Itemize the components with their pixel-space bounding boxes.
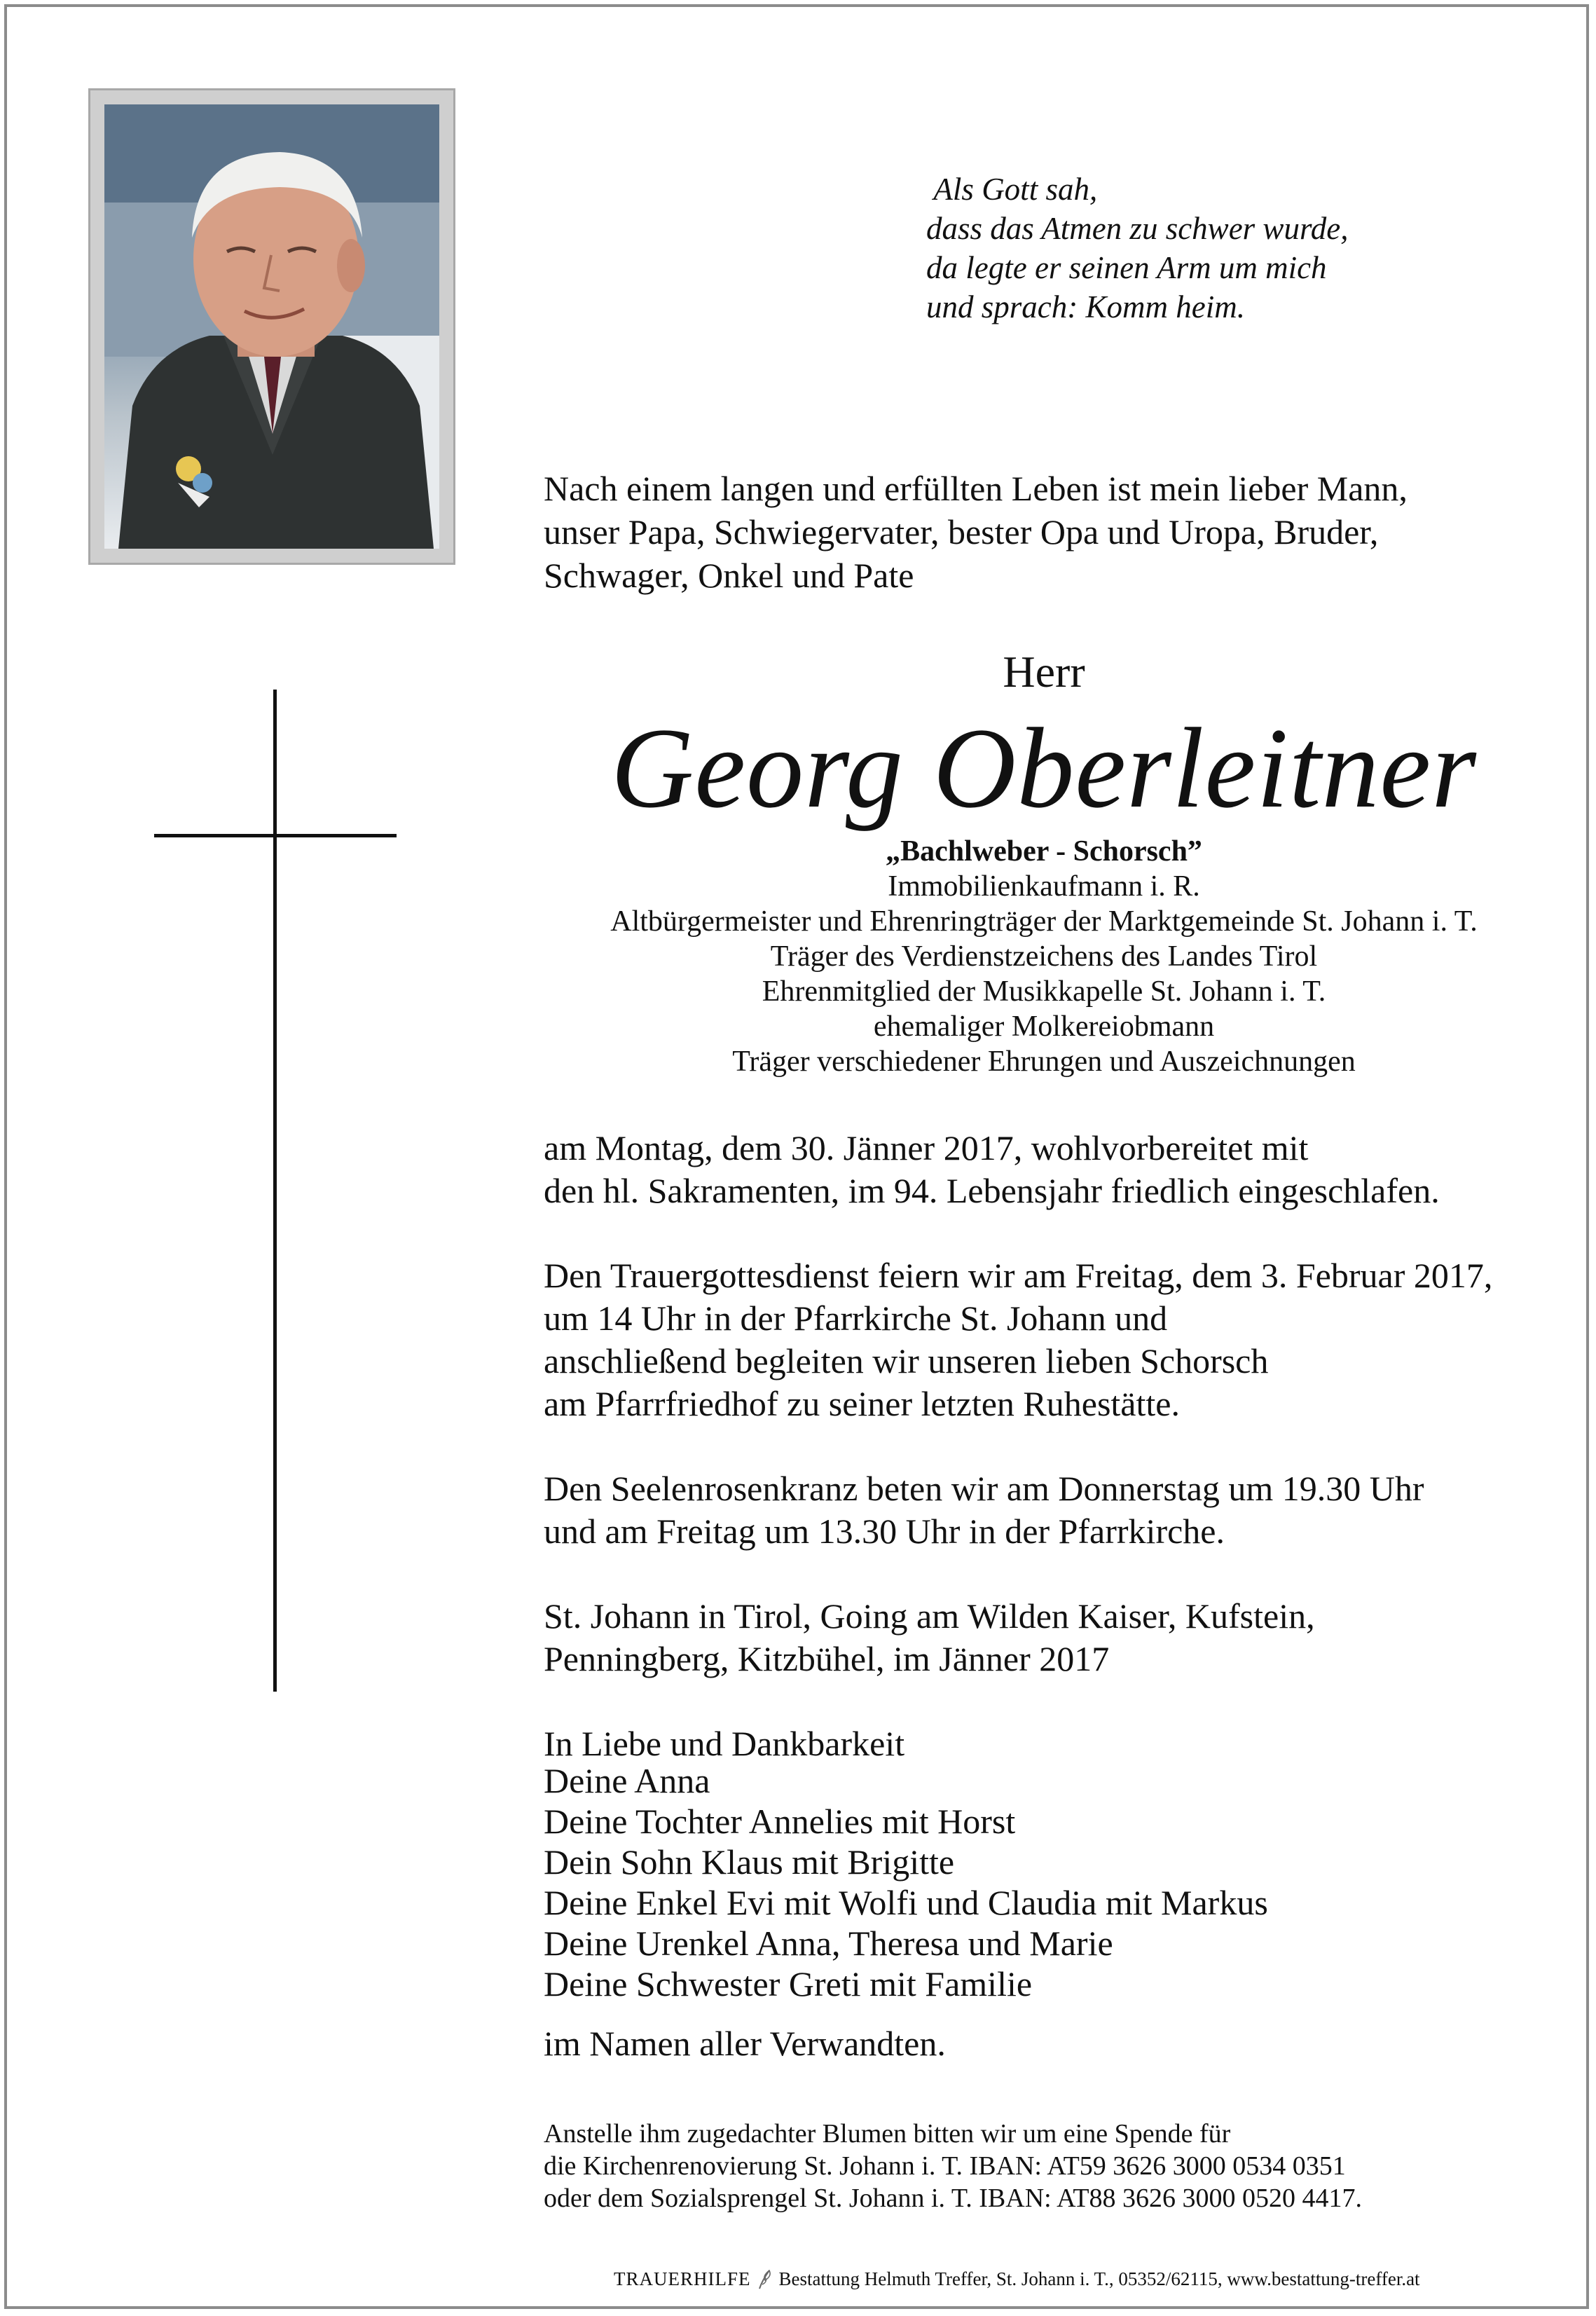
text-line: den hl. Sakramenten, im 94. Lebensjahr friedlich eingeschlafen. bbox=[544, 1171, 1440, 1210]
rosary-paragraph bbox=[544, 1467, 1567, 1553]
intro-line: unser Papa, Schwiegervater, bester Opa und Uropa, Bruder, bbox=[544, 512, 1379, 551]
portrait-photo bbox=[104, 104, 439, 549]
mourner: Deine Anna bbox=[544, 1761, 710, 1800]
cross-vertical-bar bbox=[273, 690, 277, 1692]
donation-line: Anstelle ihm zugedachter Blumen bitten wir um eine Spende für bbox=[544, 2119, 1231, 2149]
deceased-name: Georg Oberleitner bbox=[610, 705, 1478, 832]
footer-details: Bestattung Helmuth Treffer, St. Johann i. T., 05352/62115, www.bestattung-treffer.at bbox=[778, 2268, 1420, 2289]
mourner: Deine Tochter Annelies mit Horst bbox=[544, 1802, 1016, 1841]
text-line: Penningberg, Kitzbühel, im Jänner 2017 bbox=[544, 1639, 1110, 1678]
intro-line: Nach einem langen und erfüllten Leben ist mein lieber Mann, bbox=[544, 469, 1408, 508]
place-date-paragraph bbox=[544, 1595, 1567, 1680]
poem-line: und sprach: Komm heim. bbox=[926, 289, 1245, 324]
footer-brand: TRAUERHILFE bbox=[614, 2268, 751, 2289]
intro-text bbox=[544, 467, 1525, 597]
title-line: Träger verschiedener Ehrungen und Auszeichnungen bbox=[732, 1046, 1356, 1078]
poem-line: dass das Atmen zu schwer wurde, bbox=[926, 211, 1349, 246]
poem-line: Als Gott sah, bbox=[926, 172, 1098, 207]
text-line: Den Seelenrosenkranz beten wir am Donnerstag um 19.30 Uhr bbox=[544, 1469, 1424, 1508]
donation-note bbox=[544, 2118, 1567, 2214]
text-line: am Montag, dem 30. Jänner 2017, wohlvorbereitet mit bbox=[544, 1128, 1309, 1167]
donation-line: oder dem Sozialsprengel St. Johann i. T. IBAN: AT88 3626 3000 0520 4417. bbox=[544, 2184, 1363, 2213]
announcement-body bbox=[544, 1127, 1567, 1790]
poem bbox=[926, 170, 1459, 327]
nickname: „Bachlweber - Schorsch” bbox=[886, 835, 1202, 868]
title-line: Ehrenmitglied der Musikkapelle St. Johann i. T. bbox=[762, 975, 1326, 1008]
mourners-list bbox=[544, 1760, 1525, 2004]
passing-paragraph bbox=[544, 1127, 1567, 1212]
title-line: Altbürgermeister und Ehrenringträger der Marktgemeinde St. Johann i. T. bbox=[610, 905, 1478, 938]
title-line: Träger des Verdienstzeichens des Landes Tirol bbox=[770, 940, 1318, 973]
mourner: Deine Enkel Evi mit Wolfi und Claudia mit Markus bbox=[544, 1883, 1268, 1922]
text-line: anschließend begleiten wir unseren lieben Schorsch bbox=[544, 1341, 1269, 1380]
mourner: Deine Schwester Greti mit Familie bbox=[544, 1964, 1033, 2003]
gratitude-line: In Liebe und Dankbarkeit bbox=[544, 1724, 905, 1763]
text-line: und am Freitag um 13.30 Uhr in der Pfarrkirche. bbox=[544, 1512, 1225, 1551]
deceased-block bbox=[553, 643, 1534, 1079]
mourner: Deine Urenkel Anna, Theresa und Marie bbox=[544, 1924, 1113, 1963]
title-line: ehemaliger Molkereiobmann bbox=[873, 1010, 1215, 1043]
donation-line: die Kirchenrenovierung St. Johann i. T. IBAN: AT59 3626 3000 0534 0351 bbox=[544, 2151, 1346, 2181]
funeral-paragraph bbox=[544, 1254, 1567, 1425]
closing-line: im Namen aller Verwandten. bbox=[544, 2024, 946, 2063]
salutation: Herr bbox=[1003, 647, 1085, 697]
title-line: Immobilienkaufmann i. R. bbox=[888, 870, 1200, 903]
titles-list bbox=[553, 869, 1534, 1079]
cross-horizontal-bar bbox=[154, 834, 397, 837]
text-line: Den Trauergottesdienst feiern wir am Freitag, dem 3. Februar 2017, bbox=[544, 1256, 1493, 1295]
text-line: St. Johann in Tirol, Going am Wilden Kaiser, Kufstein, bbox=[544, 1596, 1315, 1636]
mourner: Dein Sohn Klaus mit Brigitte bbox=[544, 1842, 955, 1882]
portrait-frame bbox=[88, 88, 455, 565]
intro-line: Schwager, Onkel und Pate bbox=[544, 556, 914, 595]
poem-line: da legte er seinen Arm um mich bbox=[926, 250, 1327, 285]
text-line: am Pfarrfriedhof zu seiner letzten Ruhestätte. bbox=[544, 1384, 1180, 1423]
footer bbox=[614, 2268, 1420, 2290]
feather-logo-icon bbox=[755, 2268, 773, 2290]
text-line: um 14 Uhr in der Pfarrkirche St. Johann und bbox=[544, 1299, 1168, 1338]
